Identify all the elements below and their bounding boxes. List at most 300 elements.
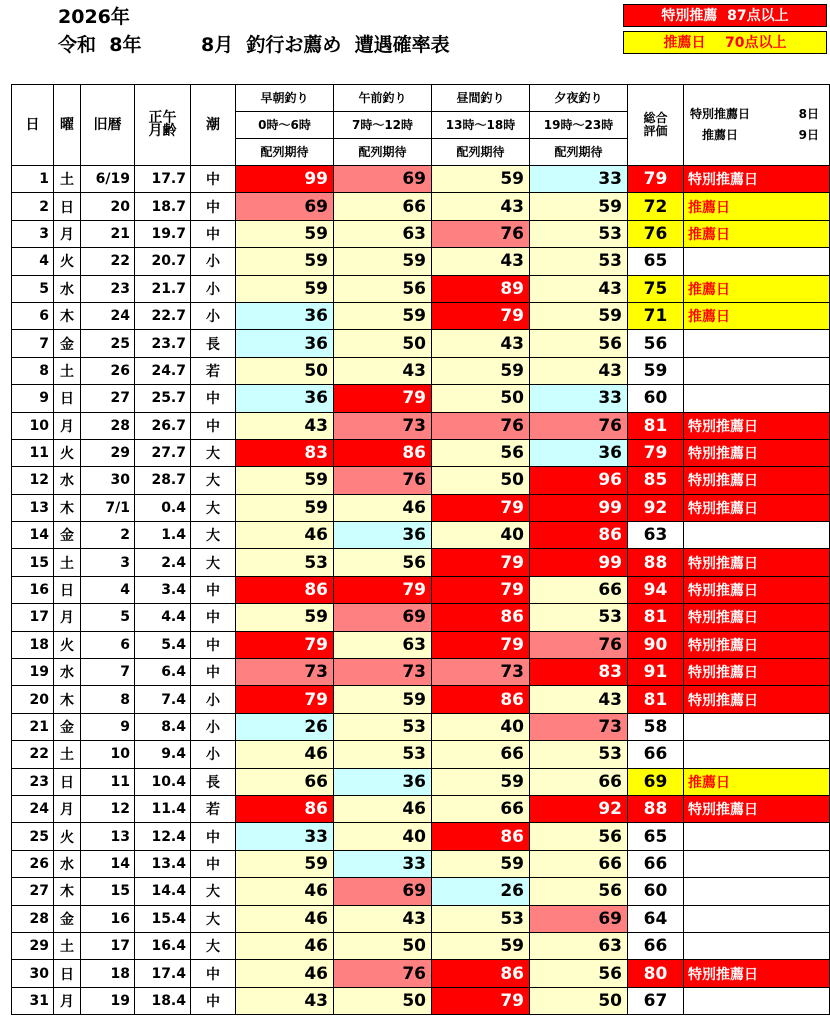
cell-score: 46 xyxy=(236,522,334,549)
cell-total: 79 xyxy=(628,439,684,466)
cell-lunar: 7 xyxy=(81,659,135,686)
cell-score: 50 xyxy=(432,467,530,494)
cell-tide: 大 xyxy=(191,467,236,494)
cell-day: 7 xyxy=(12,330,54,357)
cell-lunar: 9 xyxy=(81,713,135,740)
cell-note: 特別推薦日 xyxy=(684,494,830,521)
cell-weekday: 金 xyxy=(54,330,81,357)
cell-lunar: 22 xyxy=(81,248,135,275)
cell-weekday: 土 xyxy=(54,549,81,576)
cell-score: 43 xyxy=(432,193,530,220)
cell-moon-age: 13.4 xyxy=(135,850,191,877)
cell-day: 4 xyxy=(12,248,54,275)
cell-score: 53 xyxy=(530,248,628,275)
cell-note: 特別推薦日 xyxy=(684,549,830,576)
cell-score: 53 xyxy=(530,604,628,631)
cell-score: 66 xyxy=(334,193,432,220)
cell-note xyxy=(684,713,830,740)
cell-score: 36 xyxy=(236,330,334,357)
cell-score: 36 xyxy=(236,385,334,412)
cell-moon-age: 2.4 xyxy=(135,549,191,576)
header-period-sub: 配列期待 xyxy=(236,139,334,166)
cell-moon-age: 0.4 xyxy=(135,494,191,521)
cell-score: 79 xyxy=(334,385,432,412)
cell-total: 67 xyxy=(628,987,684,1014)
cell-moon-age: 16.4 xyxy=(135,932,191,959)
cell-total: 60 xyxy=(628,385,684,412)
cell-score: 69 xyxy=(236,193,334,220)
cell-note: 特別推薦日 xyxy=(684,960,830,987)
summary-recommend-label: 推薦日 xyxy=(702,128,739,142)
header-moon-age xyxy=(135,85,191,166)
cell-note xyxy=(684,330,830,357)
cell-lunar: 6 xyxy=(81,631,135,658)
cell-weekday: 火 xyxy=(54,823,81,850)
cell-score: 79 xyxy=(334,576,432,603)
cell-score: 59 xyxy=(236,850,334,877)
cell-lunar: 8 xyxy=(81,686,135,713)
table-row xyxy=(12,713,830,740)
cell-tide: 小 xyxy=(191,713,236,740)
cell-weekday: 火 xyxy=(54,439,81,466)
cell-lunar: 27 xyxy=(81,385,135,412)
cell-score: 43 xyxy=(432,330,530,357)
cell-note xyxy=(684,905,830,932)
cell-day: 29 xyxy=(12,932,54,959)
cell-score: 50 xyxy=(334,932,432,959)
cell-score: 50 xyxy=(530,987,628,1014)
cell-score: 53 xyxy=(432,905,530,932)
cell-moon-age: 9.4 xyxy=(135,741,191,768)
cell-weekday: 水 xyxy=(54,850,81,877)
cell-score: 50 xyxy=(432,385,530,412)
cell-weekday: 日 xyxy=(54,960,81,987)
table-row xyxy=(12,330,830,357)
cell-tide: 小 xyxy=(191,248,236,275)
header-period-name: 昼間釣り xyxy=(432,85,530,112)
cell-score: 66 xyxy=(432,741,530,768)
cell-tide: 中 xyxy=(191,412,236,439)
cell-lunar: 15 xyxy=(81,878,135,905)
cell-total: 59 xyxy=(628,357,684,384)
cell-score: 43 xyxy=(334,357,432,384)
cell-score: 43 xyxy=(432,248,530,275)
header-period-time: 0時～6時 xyxy=(236,112,334,139)
cell-score: 86 xyxy=(432,823,530,850)
cell-moon-age: 18.7 xyxy=(135,193,191,220)
cell-note: 特別推薦日 xyxy=(684,631,830,658)
cell-total: 94 xyxy=(628,576,684,603)
cell-day: 11 xyxy=(12,439,54,466)
table-body xyxy=(12,166,830,1015)
summary-special-count: 8日 xyxy=(798,107,819,121)
cell-score: 59 xyxy=(432,768,530,795)
cell-score: 56 xyxy=(530,330,628,357)
cell-score: 73 xyxy=(530,713,628,740)
cell-moon-age: 1.4 xyxy=(135,522,191,549)
cell-score: 46 xyxy=(236,960,334,987)
cell-total: 88 xyxy=(628,549,684,576)
cell-weekday: 火 xyxy=(54,248,81,275)
table-row xyxy=(12,741,830,768)
cell-total: 91 xyxy=(628,659,684,686)
cell-day: 12 xyxy=(12,467,54,494)
cell-note: 特別推薦日 xyxy=(684,686,830,713)
cell-score: 76 xyxy=(432,220,530,247)
cell-tide: 長 xyxy=(191,768,236,795)
cell-day: 13 xyxy=(12,494,54,521)
table-row xyxy=(12,631,830,658)
cell-total: 90 xyxy=(628,631,684,658)
cell-day: 2 xyxy=(12,193,54,220)
cell-total: 58 xyxy=(628,713,684,740)
cell-moon-age: 8.4 xyxy=(135,713,191,740)
table-row xyxy=(12,960,830,987)
cell-day: 17 xyxy=(12,604,54,631)
cell-score: 79 xyxy=(432,549,530,576)
cell-tide: 小 xyxy=(191,686,236,713)
cell-note: 特別推薦日 xyxy=(684,412,830,439)
cell-moon-age: 7.4 xyxy=(135,686,191,713)
cell-tide: 小 xyxy=(191,741,236,768)
cell-day: 23 xyxy=(12,768,54,795)
cell-score: 53 xyxy=(334,741,432,768)
table-row xyxy=(12,385,830,412)
cell-score: 40 xyxy=(432,713,530,740)
cell-score: 66 xyxy=(530,768,628,795)
header-summary xyxy=(684,85,830,166)
cell-score: 40 xyxy=(334,823,432,850)
cell-score: 96 xyxy=(530,467,628,494)
cell-score: 79 xyxy=(432,494,530,521)
table-row xyxy=(12,302,830,329)
cell-lunar: 29 xyxy=(81,439,135,466)
cell-moon-age: 11.4 xyxy=(135,795,191,822)
cell-score: 73 xyxy=(236,659,334,686)
cell-weekday: 月 xyxy=(54,604,81,631)
cell-note xyxy=(684,850,830,877)
cell-day: 15 xyxy=(12,549,54,576)
cell-tide: 中 xyxy=(191,166,236,193)
cell-score: 99 xyxy=(530,549,628,576)
cell-weekday: 土 xyxy=(54,741,81,768)
cell-total: 79 xyxy=(628,166,684,193)
table-row xyxy=(12,439,830,466)
cell-tide: 中 xyxy=(191,220,236,247)
cell-score: 89 xyxy=(432,275,530,302)
cell-total: 75 xyxy=(628,275,684,302)
header-period-time: 7時～12時 xyxy=(334,112,432,139)
cell-score: 46 xyxy=(236,741,334,768)
header-period-sub: 配列期待 xyxy=(432,139,530,166)
cell-note xyxy=(684,741,830,768)
cell-tide: 大 xyxy=(191,932,236,959)
cell-score: 69 xyxy=(334,166,432,193)
cell-tide: 大 xyxy=(191,522,236,549)
cell-score: 50 xyxy=(334,330,432,357)
cell-score: 76 xyxy=(530,412,628,439)
table-row xyxy=(12,768,830,795)
cell-score: 69 xyxy=(334,604,432,631)
table-row xyxy=(12,522,830,549)
probability-table xyxy=(11,84,830,1015)
cell-score: 33 xyxy=(236,823,334,850)
cell-moon-age: 28.7 xyxy=(135,467,191,494)
cell-score: 56 xyxy=(530,878,628,905)
cell-score: 36 xyxy=(334,522,432,549)
cell-tide: 中 xyxy=(191,631,236,658)
table-row xyxy=(12,275,830,302)
cell-moon-age: 3.4 xyxy=(135,576,191,603)
cell-total: 69 xyxy=(628,768,684,795)
header-total xyxy=(628,85,684,166)
cell-note: 推薦日 xyxy=(684,275,830,302)
cell-lunar: 23 xyxy=(81,275,135,302)
cell-note xyxy=(684,878,830,905)
cell-moon-age: 24.7 xyxy=(135,357,191,384)
header-period-name: 早朝釣り xyxy=(236,85,334,112)
cell-score: 36 xyxy=(334,768,432,795)
cell-lunar: 10 xyxy=(81,741,135,768)
cell-score: 59 xyxy=(334,248,432,275)
cell-score: 46 xyxy=(236,878,334,905)
cell-moon-age: 17.7 xyxy=(135,166,191,193)
table-row xyxy=(12,193,830,220)
cell-moon-age: 23.7 xyxy=(135,330,191,357)
cell-score: 56 xyxy=(334,275,432,302)
table-row xyxy=(12,467,830,494)
cell-score: 86 xyxy=(236,795,334,822)
cell-moon-age: 18.4 xyxy=(135,987,191,1014)
cell-score: 59 xyxy=(236,467,334,494)
cell-weekday: 木 xyxy=(54,686,81,713)
cell-score: 36 xyxy=(530,439,628,466)
cell-moon-age: 22.7 xyxy=(135,302,191,329)
cell-score: 66 xyxy=(530,850,628,877)
cell-tide: 大 xyxy=(191,878,236,905)
cell-weekday: 土 xyxy=(54,166,81,193)
cell-moon-age: 21.7 xyxy=(135,275,191,302)
cell-score: 86 xyxy=(334,439,432,466)
cell-score: 40 xyxy=(432,522,530,549)
header-total-2: 評価 xyxy=(643,124,668,138)
header-period-sub: 配列期待 xyxy=(530,139,628,166)
cell-note xyxy=(684,248,830,275)
cell-note xyxy=(684,932,830,959)
cell-lunar: 26 xyxy=(81,357,135,384)
cell-total: 92 xyxy=(628,494,684,521)
legend-special: 特別推薦 87点以上 xyxy=(623,4,827,27)
header-lunar: 旧暦 xyxy=(81,85,135,166)
cell-total: 66 xyxy=(628,850,684,877)
cell-score: 46 xyxy=(334,494,432,521)
cell-score: 86 xyxy=(432,960,530,987)
cell-lunar: 3 xyxy=(81,549,135,576)
cell-weekday: 金 xyxy=(54,713,81,740)
cell-score: 66 xyxy=(432,795,530,822)
cell-weekday: 水 xyxy=(54,659,81,686)
cell-weekday: 水 xyxy=(54,467,81,494)
cell-day: 19 xyxy=(12,659,54,686)
cell-weekday: 月 xyxy=(54,987,81,1014)
cell-moon-age: 19.7 xyxy=(135,220,191,247)
cell-weekday: 火 xyxy=(54,631,81,658)
cell-tide: 大 xyxy=(191,549,236,576)
cell-score: 56 xyxy=(530,960,628,987)
cell-tide: 中 xyxy=(191,987,236,1014)
table-row xyxy=(12,987,830,1014)
cell-note: 推薦日 xyxy=(684,768,830,795)
cell-score: 43 xyxy=(530,357,628,384)
cell-day: 25 xyxy=(12,823,54,850)
header-period-name: 午前釣り xyxy=(334,85,432,112)
header-period-time: 13時～18時 xyxy=(432,112,530,139)
cell-tide: 長 xyxy=(191,330,236,357)
cell-score: 59 xyxy=(530,302,628,329)
cell-total: 66 xyxy=(628,741,684,768)
cell-total: 64 xyxy=(628,905,684,932)
cell-score: 36 xyxy=(236,302,334,329)
cell-score: 99 xyxy=(236,166,334,193)
cell-score: 50 xyxy=(236,357,334,384)
table-row xyxy=(12,494,830,521)
cell-lunar: 11 xyxy=(81,768,135,795)
cell-moon-age: 17.4 xyxy=(135,960,191,987)
cell-lunar: 20 xyxy=(81,193,135,220)
table-row xyxy=(12,604,830,631)
cell-score: 53 xyxy=(530,741,628,768)
cell-score: 83 xyxy=(530,659,628,686)
cell-note: 推薦日 xyxy=(684,220,830,247)
cell-score: 86 xyxy=(530,522,628,549)
cell-weekday: 水 xyxy=(54,275,81,302)
summary-special-label: 特別推薦日 xyxy=(690,107,751,121)
cell-lunar: 5 xyxy=(81,604,135,631)
cell-lunar: 25 xyxy=(81,330,135,357)
cell-weekday: 日 xyxy=(54,576,81,603)
cell-score: 63 xyxy=(530,932,628,959)
table-row xyxy=(12,905,830,932)
cell-lunar: 7/1 xyxy=(81,494,135,521)
cell-score: 86 xyxy=(432,686,530,713)
cell-score: 43 xyxy=(530,275,628,302)
cell-total: 85 xyxy=(628,467,684,494)
cell-tide: 中 xyxy=(191,960,236,987)
cell-lunar: 13 xyxy=(81,823,135,850)
legend-recommend: 推薦日 70点以上 xyxy=(623,31,827,54)
table-row xyxy=(12,932,830,959)
cell-total: 81 xyxy=(628,604,684,631)
cell-tide: 中 xyxy=(191,659,236,686)
cell-total: 63 xyxy=(628,522,684,549)
cell-note: 推薦日 xyxy=(684,302,830,329)
cell-score: 63 xyxy=(334,220,432,247)
header-period-sub: 配列期待 xyxy=(334,139,432,166)
cell-day: 28 xyxy=(12,905,54,932)
cell-weekday: 金 xyxy=(54,522,81,549)
cell-moon-age: 26.7 xyxy=(135,412,191,439)
cell-score: 59 xyxy=(236,494,334,521)
cell-score: 66 xyxy=(530,576,628,603)
cell-weekday: 土 xyxy=(54,932,81,959)
cell-lunar: 19 xyxy=(81,987,135,1014)
cell-day: 21 xyxy=(12,713,54,740)
cell-moon-age: 12.4 xyxy=(135,823,191,850)
cell-total: 60 xyxy=(628,878,684,905)
cell-score: 56 xyxy=(530,823,628,850)
cell-moon-age: 10.4 xyxy=(135,768,191,795)
cell-score: 43 xyxy=(236,412,334,439)
cell-note: 特別推薦日 xyxy=(684,166,830,193)
cell-tide: 中 xyxy=(191,604,236,631)
cell-score: 79 xyxy=(432,987,530,1014)
cell-day: 20 xyxy=(12,686,54,713)
header-period-name: 夕夜釣り xyxy=(530,85,628,112)
table-row xyxy=(12,576,830,603)
table-row xyxy=(12,248,830,275)
cell-weekday: 日 xyxy=(54,193,81,220)
table-row xyxy=(12,220,830,247)
table-row xyxy=(12,795,830,822)
cell-score: 76 xyxy=(530,631,628,658)
cell-note xyxy=(684,385,830,412)
cell-weekday: 土 xyxy=(54,357,81,384)
cell-weekday: 日 xyxy=(54,385,81,412)
cell-score: 43 xyxy=(236,987,334,1014)
header-moon-age-2: 月齢 xyxy=(148,123,177,139)
page-title: 令和 8年 8月 釣行お薦め 遭遇確率表 xyxy=(58,34,450,56)
cell-total: 81 xyxy=(628,412,684,439)
cell-note: 推薦日 xyxy=(684,193,830,220)
cell-tide: 中 xyxy=(191,850,236,877)
cell-score: 59 xyxy=(236,220,334,247)
cell-tide: 小 xyxy=(191,275,236,302)
cell-weekday: 日 xyxy=(54,768,81,795)
cell-score: 69 xyxy=(530,905,628,932)
table-row xyxy=(12,166,830,193)
cell-tide: 若 xyxy=(191,357,236,384)
cell-tide: 若 xyxy=(191,795,236,822)
summary-recommend-count: 9日 xyxy=(798,128,819,142)
cell-day: 26 xyxy=(12,850,54,877)
cell-day: 5 xyxy=(12,275,54,302)
cell-score: 79 xyxy=(432,631,530,658)
cell-score: 59 xyxy=(432,932,530,959)
cell-score: 59 xyxy=(236,248,334,275)
cell-lunar: 16 xyxy=(81,905,135,932)
cell-moon-age: 20.7 xyxy=(135,248,191,275)
header-tide: 潮 xyxy=(191,85,236,166)
cell-tide: 大 xyxy=(191,439,236,466)
table-row xyxy=(12,412,830,439)
cell-score: 73 xyxy=(432,659,530,686)
cell-score: 66 xyxy=(236,768,334,795)
cell-total: 71 xyxy=(628,302,684,329)
table-row xyxy=(12,823,830,850)
table-row xyxy=(12,549,830,576)
cell-score: 59 xyxy=(334,686,432,713)
cell-weekday: 木 xyxy=(54,878,81,905)
header-moon-age-1: 正午 xyxy=(148,110,177,126)
cell-day: 22 xyxy=(12,741,54,768)
cell-day: 30 xyxy=(12,960,54,987)
cell-lunar: 6/19 xyxy=(81,166,135,193)
cell-moon-age: 27.7 xyxy=(135,439,191,466)
header-day: 日 xyxy=(12,85,54,166)
cell-score: 56 xyxy=(334,549,432,576)
cell-score: 86 xyxy=(236,576,334,603)
cell-day: 18 xyxy=(12,631,54,658)
